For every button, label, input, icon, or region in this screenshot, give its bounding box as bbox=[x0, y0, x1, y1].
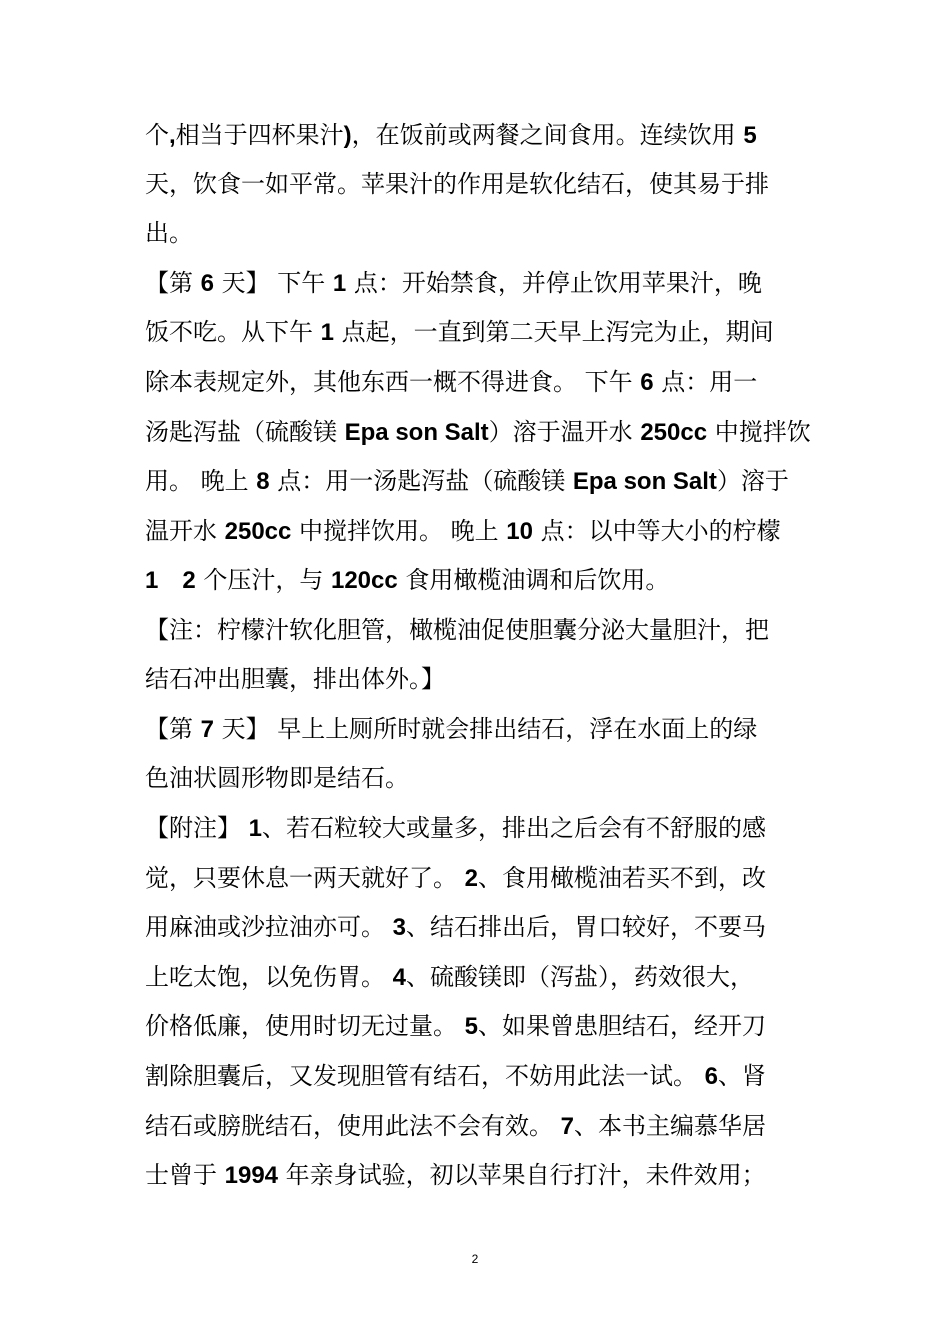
text-line bbox=[145, 463, 815, 499]
text-line bbox=[145, 860, 815, 896]
text-line bbox=[145, 117, 815, 153]
text-run: 中搅拌饮 bbox=[707, 418, 811, 446]
text-run: 结石或膀胱结石，使用此法不会有效。 bbox=[145, 1112, 561, 1140]
text-run-bold: 6 bbox=[200, 270, 214, 297]
text-run: 、本书主编慕华居 bbox=[574, 1112, 766, 1140]
text-run-bold: 1 bbox=[320, 319, 334, 346]
text-run: 天，饮食一如平常。苹果汁的作用是软化结石，使其易于排 bbox=[145, 170, 769, 198]
text-run: 点起，一直到第二天早上泻完为止，期间 bbox=[334, 318, 774, 346]
text-line bbox=[145, 562, 815, 598]
text-run-bold: Epa son Salt bbox=[572, 468, 717, 495]
text-run: 出。 bbox=[145, 219, 193, 247]
text-run-bold: 3 bbox=[392, 914, 406, 941]
text-line bbox=[145, 1108, 815, 1144]
text-run: 、肾 bbox=[718, 1062, 766, 1090]
text-run: 价格低廉，使用时切无过量。 bbox=[145, 1012, 465, 1040]
text-line bbox=[145, 1058, 815, 1094]
text-line bbox=[145, 959, 815, 995]
text-line bbox=[145, 414, 815, 450]
text-run-bold: 250cc bbox=[224, 518, 292, 545]
text-line bbox=[145, 810, 815, 846]
text-run: 个压汁，与 bbox=[195, 566, 331, 594]
text-run: ）溶于 bbox=[716, 467, 789, 495]
text-run-bold: ) bbox=[343, 122, 352, 149]
text-line bbox=[145, 612, 815, 648]
text-line bbox=[145, 711, 815, 747]
text-run-bold: 2 bbox=[464, 865, 478, 892]
text-run: 割除胆囊后，又发现胆管有结石，不妨用此法一试。 bbox=[145, 1062, 705, 1090]
text-run: 结石冲出胆囊，排出体外。】 bbox=[145, 665, 445, 693]
text-line bbox=[145, 215, 815, 251]
text-run: 、结石排出后，胃口较好，不要马 bbox=[406, 913, 766, 941]
text-line bbox=[145, 314, 815, 350]
text-run-bold: 4 bbox=[392, 964, 406, 991]
text-run: 天】 早上上厕所时就会排出结石，浮在水面上的绿 bbox=[214, 715, 758, 743]
text-run: 汤匙泻盐（硫酸镁 bbox=[145, 418, 345, 446]
text-run: 个 bbox=[145, 121, 169, 149]
text-run: 、如果曾患胆结石，经开刀 bbox=[478, 1012, 766, 1040]
text-run: ）溶于温开水 bbox=[488, 418, 641, 446]
text-run-bold: 1 bbox=[248, 815, 262, 842]
text-run-bold: 1 2 bbox=[145, 567, 196, 594]
text-run-bold: Epa son Salt bbox=[344, 419, 489, 446]
text-run-bold: 6 bbox=[640, 369, 654, 396]
text-run: 用。 晚上 bbox=[145, 467, 257, 495]
text-run: 年亲身试验，初以苹果自行打汁，未件效用； bbox=[278, 1161, 766, 1189]
text-run: 【注：柠檬汁软化胆管，橄榄油促使胆囊分泌大量胆汁，把 bbox=[145, 616, 769, 644]
text-line bbox=[145, 166, 815, 202]
text-run: 除本表规定外，其他东西一概不得进食。 下午 bbox=[145, 368, 641, 396]
text-run: 天】 下午 bbox=[214, 269, 333, 297]
text-line bbox=[145, 760, 815, 796]
text-line bbox=[145, 513, 815, 549]
text-run: 【第 bbox=[145, 715, 201, 743]
text-run: 点：以中等大小的柠檬 bbox=[532, 517, 781, 545]
text-run-bold: 1994 bbox=[224, 1162, 279, 1189]
text-run: 点：用一汤匙泻盐（硫酸镁 bbox=[269, 467, 573, 495]
text-run: 【附注】 bbox=[145, 814, 249, 842]
text-run: 、食用橄榄油若买不到，改 bbox=[478, 864, 766, 892]
text-line bbox=[145, 661, 815, 697]
text-run: 温开水 bbox=[145, 517, 225, 545]
text-run: 相当于四杯果汁 bbox=[175, 121, 344, 149]
text-run-bold: 5 bbox=[743, 122, 757, 149]
text-run: 点：开始禁食，并停止饮用苹果汁，晚 bbox=[346, 269, 762, 297]
text-run: 饭不吃。从下午 bbox=[145, 318, 321, 346]
text-run: 、硫酸镁即（泻盐），药效很大， bbox=[406, 963, 754, 991]
text-line bbox=[145, 1008, 815, 1044]
text-run-bold: 250cc bbox=[640, 419, 708, 446]
text-run-bold: 1 bbox=[332, 270, 347, 297]
text-line bbox=[145, 1157, 815, 1193]
text-run-bold: 6 bbox=[704, 1063, 718, 1090]
text-run: 、若石粒较大或量多，排出之后会有不舒服的感 bbox=[262, 814, 766, 842]
text-run: 【第 bbox=[145, 269, 201, 297]
text-run: 觉，只要休息一两天就好了。 bbox=[145, 864, 465, 892]
page-number: 2 bbox=[471, 1252, 479, 1266]
text-line bbox=[145, 909, 815, 945]
text-run-bold: 7 bbox=[200, 716, 214, 743]
text-run: 士曾于 bbox=[145, 1161, 225, 1189]
text-line bbox=[145, 265, 815, 301]
text-run: 用麻油或沙拉油亦可。 bbox=[145, 913, 393, 941]
text-run-bold: 120cc bbox=[330, 567, 398, 594]
text-run-bold: 10 bbox=[506, 518, 533, 545]
text-run-bold: 5 bbox=[464, 1013, 478, 1040]
text-run-bold: , bbox=[169, 122, 176, 149]
text-run: 上吃太饱，以免伤胃。 bbox=[145, 963, 393, 991]
text-run: 食用橄榄油调和后饮用。 bbox=[397, 566, 670, 594]
text-run: 色油状圆形物即是结石。 bbox=[145, 764, 409, 792]
text-line bbox=[145, 364, 815, 400]
text-run: ，在饭前或两餐之间食用。连续饮用 bbox=[351, 121, 744, 149]
text-run: 中搅拌饮用。 晚上 bbox=[291, 517, 507, 545]
text-run: 点：用一 bbox=[653, 368, 758, 396]
text-run-bold: 7 bbox=[560, 1113, 574, 1140]
text-run-bold: 8 bbox=[256, 468, 270, 495]
